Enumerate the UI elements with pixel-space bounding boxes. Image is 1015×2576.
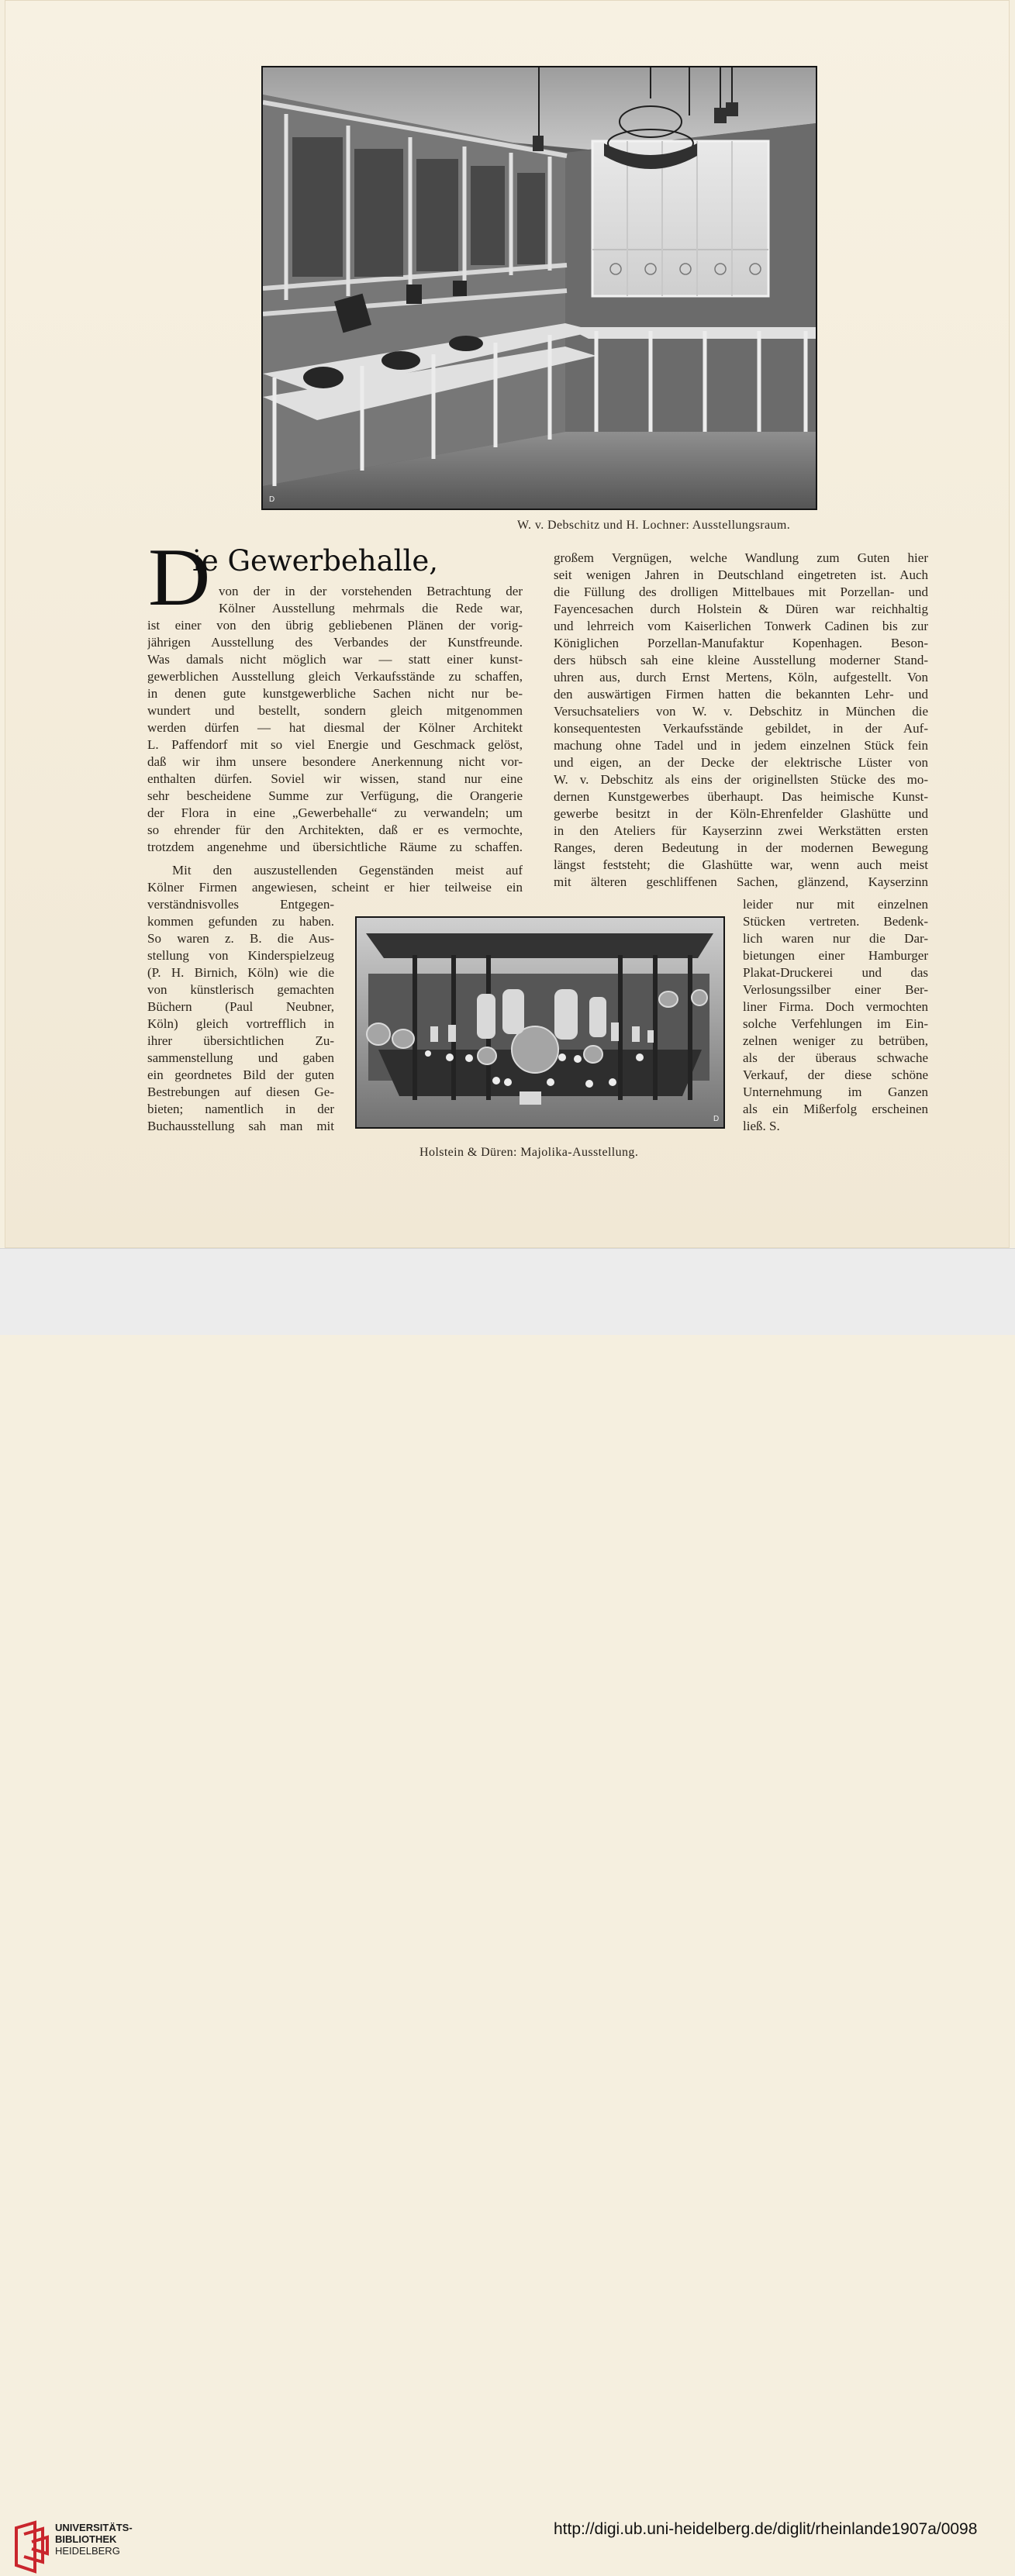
left-text-line: daß wir ihm unsere besondere Anerkennung nicht vor- xyxy=(147,754,523,769)
right-text-line: machung ohne Tadel und in jedem einzelnen Stück fein xyxy=(554,738,928,753)
left-text-line: enthalten dürfen. Soviel wir wissen, stand nur eine xyxy=(147,771,523,786)
right-narrow-line: als der überaus schwache xyxy=(743,1050,928,1065)
right-text-line: mit älteren geschliffenen Sachen, glänzend, Kayserzinn xyxy=(554,874,928,889)
left-text-line: L. Paffendorf mit so viel Energie und Geschmack gelöst, xyxy=(147,737,523,752)
university-library-logo-icon xyxy=(10,2520,50,2576)
left-narrow-line: ihrer übersichtlichen Zu- xyxy=(147,1033,334,1048)
right-narrow-line: liner Firma. Doch vermochten xyxy=(743,999,928,1014)
right-text-line: Ranges, deren Bedeutung in der modernen Bewegung xyxy=(554,840,928,855)
left-narrow-line: Buchausstellung sah man mit xyxy=(147,1119,334,1133)
left-text-line: wundert und bestellt, sondern gleich mitgenommen xyxy=(147,703,523,718)
left-narrow-line: sammenstellung und gaben xyxy=(147,1050,334,1065)
left-narrow-line: ein geordnetes Bild der guten xyxy=(147,1067,334,1082)
right-narrow-line: zelnen weniger zu betrüben, xyxy=(743,1033,928,1048)
left-narrow-line: verständnisvolles Entgegen- xyxy=(147,897,334,912)
top-exhibition-photo xyxy=(261,66,817,510)
left-text-line: so ehrender für den Architekten, daß er es vermochte, xyxy=(147,822,523,837)
left-narrow-line: von künstlerisch gemachten xyxy=(147,982,334,997)
left-text-line: von der in der vorstehenden Betrachtung der xyxy=(219,584,523,598)
logo-line-1: UNIVERSITÄTS- xyxy=(55,2522,133,2533)
document-url: http://digi.ub.uni-heidelberg.de/diglit/rheinlande1907a/0098 xyxy=(554,2520,978,2538)
left-narrow-line: Büchern (Paul Neubner, xyxy=(147,999,334,1014)
right-narrow-line: Plakat-Druckerei und das xyxy=(743,965,928,980)
right-text-line: Fayencesachen durch Holstein & Düren war reichhaltig xyxy=(554,602,928,616)
right-narrow-line: als ein Mißerfolg erscheinen xyxy=(743,1102,928,1116)
left-text-line: Mit den auszustellenden Gegenständen meist auf xyxy=(172,863,523,878)
right-text-line: den auswärtigen Firmen hatten die bekannten Lehr- und xyxy=(554,687,928,702)
article-title: ie Gewerbehalle, xyxy=(192,544,438,578)
right-text-line: Versuchsateliers von W. v. Debschitz in München die xyxy=(554,704,928,719)
right-narrow-line: solche Verfehlungen im Ein- xyxy=(743,1016,928,1031)
right-narrow-line: ließ. S. xyxy=(743,1119,780,1133)
svg-text:D: D xyxy=(713,1115,720,1123)
right-narrow-line: bietungen einer Hamburger xyxy=(743,948,928,963)
left-text-line: jährigen Ausstellung des Verbandes der Kunstfreunde. xyxy=(147,635,523,650)
left-narrow-line: Köln) gleich vortrefflich in xyxy=(147,1016,334,1031)
left-text-line: werden dürfen — hat diesmal der Kölner Architekt xyxy=(147,720,523,735)
right-narrow-line: Verkauf, der diese schöne xyxy=(743,1067,928,1082)
logo-line-2: BIBLIOTHEK xyxy=(55,2533,117,2545)
right-text-line: großem Vergnügen, welche Wandlung zum Guten hier xyxy=(554,550,928,565)
right-text-line: längst feststeht; die Glashütte war, wenn auch meist xyxy=(554,857,928,872)
left-text-line: der Flora in eine „Gewerbehalle“ zu verwandeln; um xyxy=(147,805,523,820)
right-text-line: in den Ateliers für Kayserzinn zwei Werkstätten ersten xyxy=(554,823,928,838)
right-text-line: konsequentesten Verkaufsstände gebildet, in der Auf- xyxy=(554,721,928,736)
left-text-line: Was damals nicht möglich war — statt einer kunst- xyxy=(147,652,523,667)
left-text-line: sehr bescheidene Summe zur Verfügung, die Orangerie xyxy=(147,788,523,803)
right-text-line: W. v. Debschitz als eins der originellsten Stücke des mo- xyxy=(554,772,928,787)
right-narrow-line: Verlosungssilber einer Ber- xyxy=(743,982,928,997)
right-text-line: und lehrreich vom Kaiserlichen Tonwerk Cadinen bis zur xyxy=(554,619,928,633)
left-narrow-line: bieten; namentlich in der xyxy=(147,1102,334,1116)
left-narrow-line: kommen gefunden zu haben. xyxy=(147,914,334,929)
right-text-line: uhren aus, durch Ernst Mertens, Köln, aufgestellt. Von xyxy=(554,670,928,685)
left-narrow-line: stellung von Kinderspielzeug xyxy=(147,948,334,963)
left-text-line: Kölner Ausstellung mehrmals die Rede war, xyxy=(219,601,523,616)
svg-text:D: D xyxy=(269,495,275,504)
left-text-line: ist einer von den übrig gebliebenen Plänen der vorig- xyxy=(147,618,523,633)
left-text-line: gewerblichen Ausstellung gleich Verkaufsstände zu schaffen, xyxy=(147,669,523,684)
right-text-line: ders hübsch sah eine kleine Ausstellung moderner Stand- xyxy=(554,653,928,667)
bottom-photo-caption: Holstein & Düren: Majolika-Ausstellung. xyxy=(419,1146,639,1159)
right-text-line: und eigen, an der Decke der elektrische Lüster von xyxy=(554,755,928,770)
library-footer xyxy=(0,1248,1015,2557)
left-text-line: trotzdem angenehme und übersichtliche Räume zu schaffen. xyxy=(147,840,523,854)
top-photo-caption: W. v. Debschitz und H. Lochner: Ausstellungsraum. xyxy=(517,519,791,532)
right-text-line: Königlichen Porzellan-Manufaktur Kopenhagen. Beson- xyxy=(554,636,928,650)
logo-line-3: HEIDELBERG xyxy=(55,2545,120,2557)
right-narrow-line: Unternehmung im Ganzen xyxy=(743,1085,928,1099)
title-dropcap: D xyxy=(148,532,211,622)
right-text-line: seit wenigen Jahren in Deutschland eingetreten ist. Auch xyxy=(554,567,928,582)
right-narrow-line: leider nur mit einzelnen xyxy=(743,897,928,912)
left-narrow-line: So waren z. B. die Aus- xyxy=(147,931,334,946)
right-narrow-line: Stücken vertreten. Bedenk- xyxy=(743,914,928,929)
right-text-line: gewerbe besitzt in der Köln-Ehrenfelder Glashütte und xyxy=(554,806,928,821)
bottom-exhibition-photo xyxy=(355,916,725,1129)
right-text-line: die Füllung des drolligen Mittelbaues mit Porzellan- und xyxy=(554,585,928,599)
right-text-line: dernen Kunstgewerbes überhaupt. Das heimische Kunst- xyxy=(554,789,928,804)
right-narrow-line: lich waren nur die Dar- xyxy=(743,931,928,946)
left-text-line: Kölner Firmen angewiesen, scheint er hier teilweise ein xyxy=(147,880,523,895)
left-text-line: in denen gute kunstgewerbliche Sachen nicht nur be- xyxy=(147,686,523,701)
left-narrow-line: (P. H. Birnich, Köln) wie die xyxy=(147,965,334,980)
left-narrow-line: Bestrebungen auf diesen Ge- xyxy=(147,1085,334,1099)
